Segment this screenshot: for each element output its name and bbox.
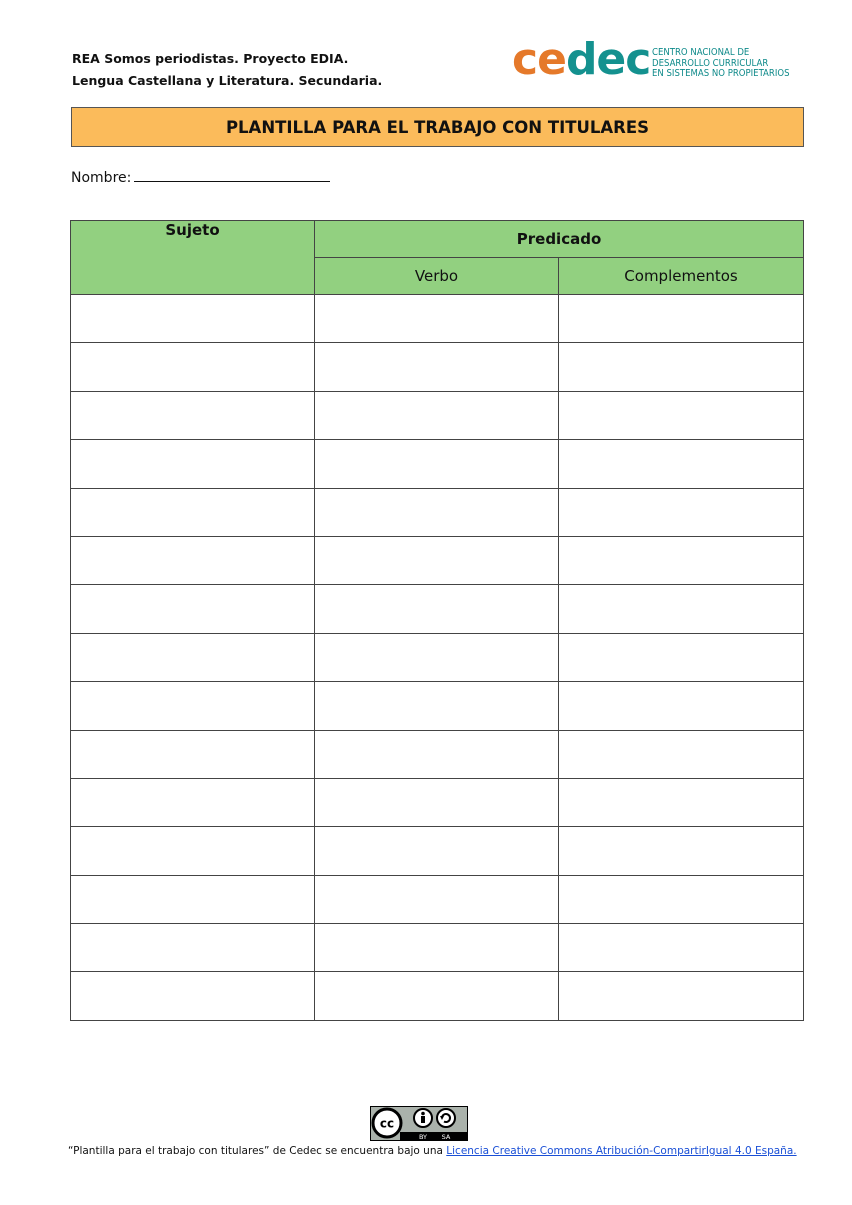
nombre-label: Nombre:: [71, 170, 132, 186]
header-line-2: Lengua Castellana y Literatura. Secundaria.: [72, 73, 383, 88]
verbo-cell[interactable]: [315, 440, 559, 488]
table-row: [71, 924, 804, 972]
complementos-cell[interactable]: [559, 391, 804, 439]
sujeto-cell[interactable]: [71, 682, 315, 730]
table-row: [71, 875, 804, 923]
sujeto-cell[interactable]: [71, 585, 315, 633]
sujeto-cell[interactable]: [71, 972, 315, 1020]
verbo-cell[interactable]: [315, 343, 559, 391]
logo-sub-1: CENTRO NACIONAL DE: [652, 47, 750, 58]
table-body: [71, 295, 804, 1021]
verbo-cell[interactable]: [315, 295, 559, 343]
verbo-cell[interactable]: [315, 778, 559, 826]
cc-by-sa-badge: [370, 1106, 468, 1145]
logo-sub-3: EN SISTEMAS NO PROPIETARIOS: [652, 68, 790, 79]
logo-sub-2: DESARROLLO CURRICULAR: [652, 57, 769, 69]
license-link[interactable]: Licencia Creative Commons Atribución-CompartirIgual 4.0 España.: [446, 1145, 797, 1157]
complementos-cell[interactable]: [559, 488, 804, 536]
header-sujeto: Sujeto: [71, 221, 315, 295]
table-row: [71, 778, 804, 826]
sujeto-cell[interactable]: [71, 827, 315, 875]
complementos-cell[interactable]: [559, 343, 804, 391]
header-complementos: Complementos: [559, 258, 804, 295]
sujeto-cell[interactable]: [71, 778, 315, 826]
table-row: [71, 440, 804, 488]
verbo-cell[interactable]: [315, 875, 559, 923]
table-row: [71, 827, 804, 875]
nombre-field: [71, 165, 330, 186]
sujeto-cell[interactable]: [71, 536, 315, 584]
verbo-cell[interactable]: [315, 827, 559, 875]
table-row: [71, 343, 804, 391]
logo-ce: ce: [512, 34, 566, 85]
sujeto-cell[interactable]: [71, 440, 315, 488]
logo-dec: dec: [565, 34, 651, 85]
svg-text:SA: SA: [441, 1133, 451, 1141]
page-title: PLANTILLA PARA EL TRABAJO CON TITULARES: [71, 107, 804, 147]
table-row: [71, 391, 804, 439]
complementos-cell[interactable]: [559, 295, 804, 343]
verbo-cell[interactable]: [315, 488, 559, 536]
sujeto-cell[interactable]: [71, 875, 315, 923]
sujeto-cell[interactable]: [71, 633, 315, 681]
cedec-logo-subtitle: [652, 48, 790, 80]
table-row: [71, 730, 804, 778]
footer-license: [68, 1145, 797, 1157]
sujeto-cell[interactable]: [71, 295, 315, 343]
nombre-blank-line[interactable]: [134, 165, 330, 182]
svg-text:BY: BY: [418, 1133, 428, 1141]
svg-text:cc: cc: [379, 1116, 395, 1131]
verbo-cell[interactable]: [315, 633, 559, 681]
table-row: [71, 972, 804, 1020]
verbo-cell[interactable]: [315, 924, 559, 972]
header-line-1: REA Somos periodistas. Proyecto EDIA.: [72, 51, 349, 66]
complementos-cell[interactable]: [559, 875, 804, 923]
table-row: [71, 585, 804, 633]
sujeto-cell[interactable]: [71, 488, 315, 536]
table-row: [71, 488, 804, 536]
complementos-cell[interactable]: [559, 730, 804, 778]
verbo-cell[interactable]: [315, 972, 559, 1020]
complementos-cell[interactable]: [559, 972, 804, 1020]
complementos-cell[interactable]: [559, 682, 804, 730]
table-row: [71, 633, 804, 681]
complementos-cell[interactable]: [559, 827, 804, 875]
header-verbo: Verbo: [315, 258, 559, 295]
complementos-cell[interactable]: [559, 924, 804, 972]
complementos-cell[interactable]: [559, 536, 804, 584]
verbo-cell[interactable]: [315, 730, 559, 778]
table-row: [71, 536, 804, 584]
cc-license-icon: [370, 1106, 468, 1141]
table-row: [71, 682, 804, 730]
header-text: [72, 48, 382, 92]
cedec-logo-word: [512, 34, 650, 85]
cedec-logo: [512, 34, 812, 86]
complementos-cell[interactable]: [559, 585, 804, 633]
verbo-cell[interactable]: [315, 682, 559, 730]
sujeto-cell[interactable]: [71, 730, 315, 778]
complementos-cell[interactable]: [559, 633, 804, 681]
verbo-cell[interactable]: [315, 585, 559, 633]
verbo-cell[interactable]: [315, 391, 559, 439]
titulares-table: [70, 220, 804, 1021]
complementos-cell[interactable]: [559, 778, 804, 826]
sujeto-cell[interactable]: [71, 343, 315, 391]
header-predicado: Predicado: [315, 221, 804, 258]
verbo-cell[interactable]: [315, 536, 559, 584]
complementos-cell[interactable]: [559, 440, 804, 488]
sujeto-cell[interactable]: [71, 924, 315, 972]
footer-text: “Plantilla para el trabajo con titulares” de Cedec se encuentra bajo una: [68, 1145, 447, 1157]
sujeto-cell[interactable]: [71, 391, 315, 439]
table-row: [71, 295, 804, 343]
